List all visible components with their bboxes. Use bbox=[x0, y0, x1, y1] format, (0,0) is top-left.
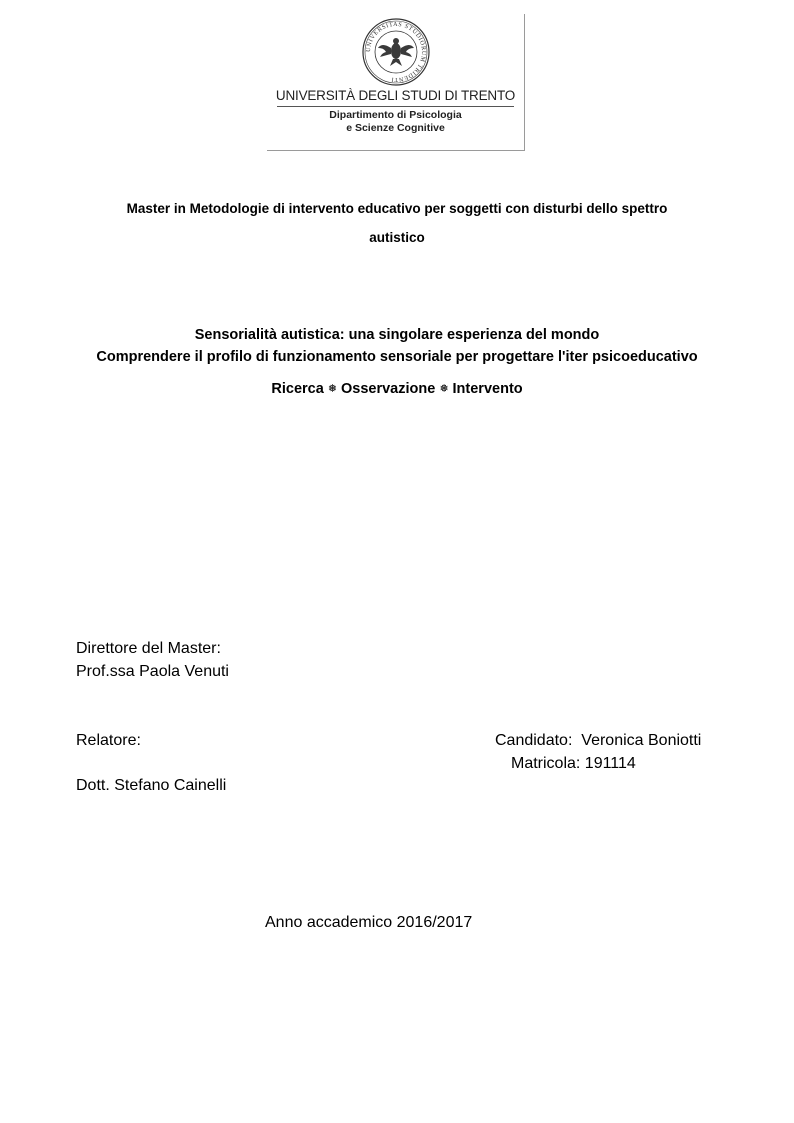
thesis-title: Sensorialità autistica: una singolare esperienza del mondo bbox=[194, 327, 600, 343]
director-name: Prof.ssa Paola Venuti bbox=[76, 663, 229, 680]
thesis-keywords bbox=[0, 381, 794, 397]
keyword-intervento: Intervento bbox=[452, 381, 523, 397]
candidate: Candidato: Veronica Boniotti bbox=[495, 732, 702, 749]
department-line-1: Dipartimento di Psicologia bbox=[329, 109, 462, 121]
snowflake-separator-icon: ❅ bbox=[439, 383, 449, 395]
keyword-osservazione: Osservazione bbox=[341, 381, 436, 397]
logo-divider bbox=[277, 106, 514, 107]
seal-text: UNIVERSITAS STUDIORUM TRIDENTI bbox=[364, 20, 428, 84]
snowflake-separator-icon: ❅ bbox=[327, 383, 337, 395]
supervisor-name: Dott. Stefano Cainelli bbox=[76, 777, 227, 794]
university-name: UNIVERSITÀ DEGLI STUDI DI TRENTO bbox=[275, 88, 516, 103]
master-title-line-1: Master in Metodologie di intervento educativo per soggetti con disturbi dello spettro bbox=[126, 201, 668, 216]
director-label: Direttore del Master: bbox=[76, 640, 221, 657]
university-seal-icon bbox=[362, 18, 430, 86]
keyword-ricerca: Ricerca bbox=[271, 381, 324, 397]
university-logo bbox=[267, 14, 525, 151]
matricola: Matricola: 191114 bbox=[511, 755, 636, 772]
supervisor-label: Relatore: bbox=[76, 732, 141, 749]
academic-year: Anno accademico 2016/2017 bbox=[265, 914, 473, 931]
department-line-2: e Scienze Cognitive bbox=[346, 122, 445, 134]
thesis-subtitle: Comprendere il profilo di funzionamento sensoriale per progettare l'iter psicoeducativo bbox=[96, 349, 698, 365]
master-title-line-2: autistico bbox=[369, 230, 425, 245]
